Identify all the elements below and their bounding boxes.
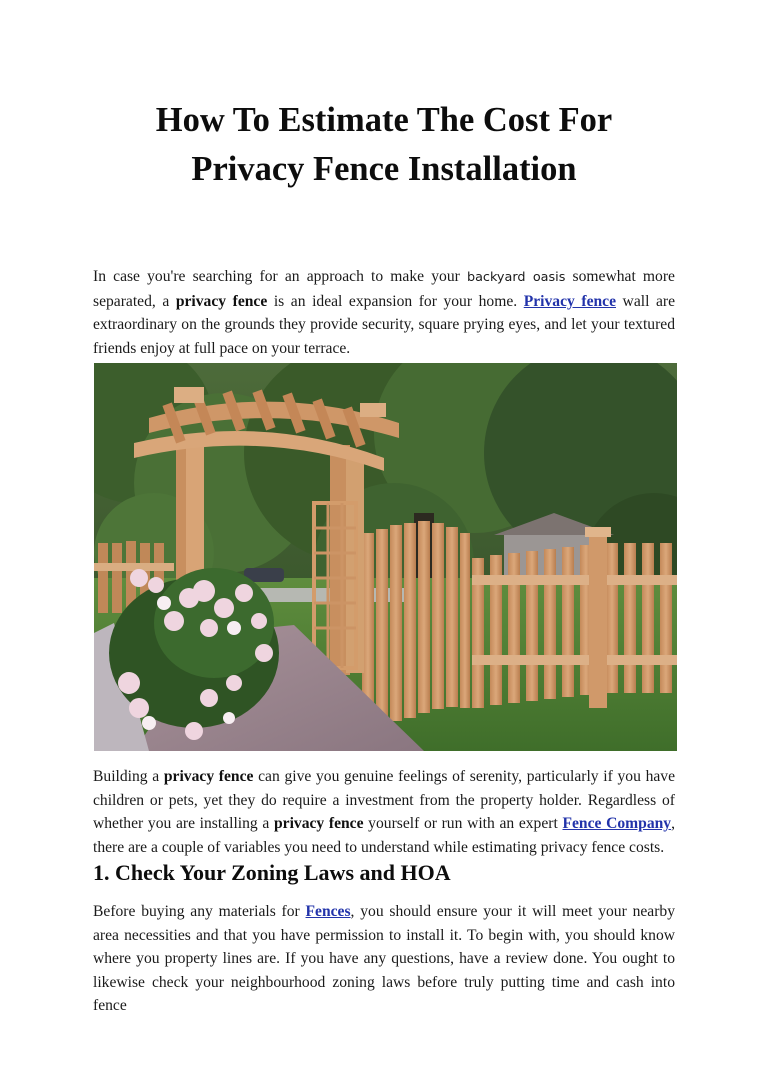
- section1-text-3: , you should ensure your it will meet your nearby area necessities and that you have permission to install it. To begin with, you should know where you property lines are. If you have any questions, have a review done. You ought to likewise check your neighbourhood zoning laws before truly putting time and cash into fence: [93, 903, 675, 1014]
- fence-company-link[interactable]: Fence Company: [562, 815, 672, 832]
- title-line-1: How To Estimate The Cost For: [155, 101, 613, 139]
- intro-paragraph: [93, 265, 675, 360]
- section1-text-1: Before buying any materials for: [93, 903, 306, 920]
- intro-bold-privacy-fence: privacy fence: [175, 292, 268, 310]
- para2-text-5: yourself or run with an expert: [363, 815, 563, 832]
- fence-photo-illustration: [94, 363, 677, 751]
- intro-text-5: is an ideal expansion for your home.: [267, 292, 524, 310]
- intro-text-3: somewhat more separated, a: [93, 268, 675, 310]
- section-heading-zoning: 1. Check Your Zoning Laws and HOA: [93, 860, 451, 885]
- fences-link[interactable]: Fences: [305, 903, 351, 920]
- intro-text-7: wall are extraordinary on the grounds they provide security, square prying eyes, and let your textured friends enjoy at full pace on your terrace.: [93, 292, 676, 357]
- para2-bold-privacy-fence-1: privacy fence: [163, 768, 254, 785]
- privacy-fence-link[interactable]: Privacy fence: [523, 292, 616, 310]
- intro-text-1: In case you're searching for an approach to make your: [93, 268, 467, 285]
- title-line-2: Privacy Fence Installation: [191, 150, 577, 188]
- para2-bold-privacy-fence-2: privacy fence: [273, 815, 364, 832]
- intro-text-backyard-oasis: backyard oasis: [466, 270, 566, 285]
- para2-text-7: , there are a couple of variables you need to understand while estimating privacy fence costs.: [93, 815, 676, 856]
- paragraph-2: [93, 765, 675, 859]
- page-title: [0, 96, 768, 194]
- fence-photo: [94, 363, 677, 751]
- section1-paragraph: [93, 900, 675, 1018]
- para2-text-3: can give you genuine feelings of serenity, particularly if you have children or pets, yet they do require a investment from the property holder. Regardless of whether you are installing a: [93, 768, 676, 832]
- para2-text-1: Building a: [93, 768, 164, 785]
